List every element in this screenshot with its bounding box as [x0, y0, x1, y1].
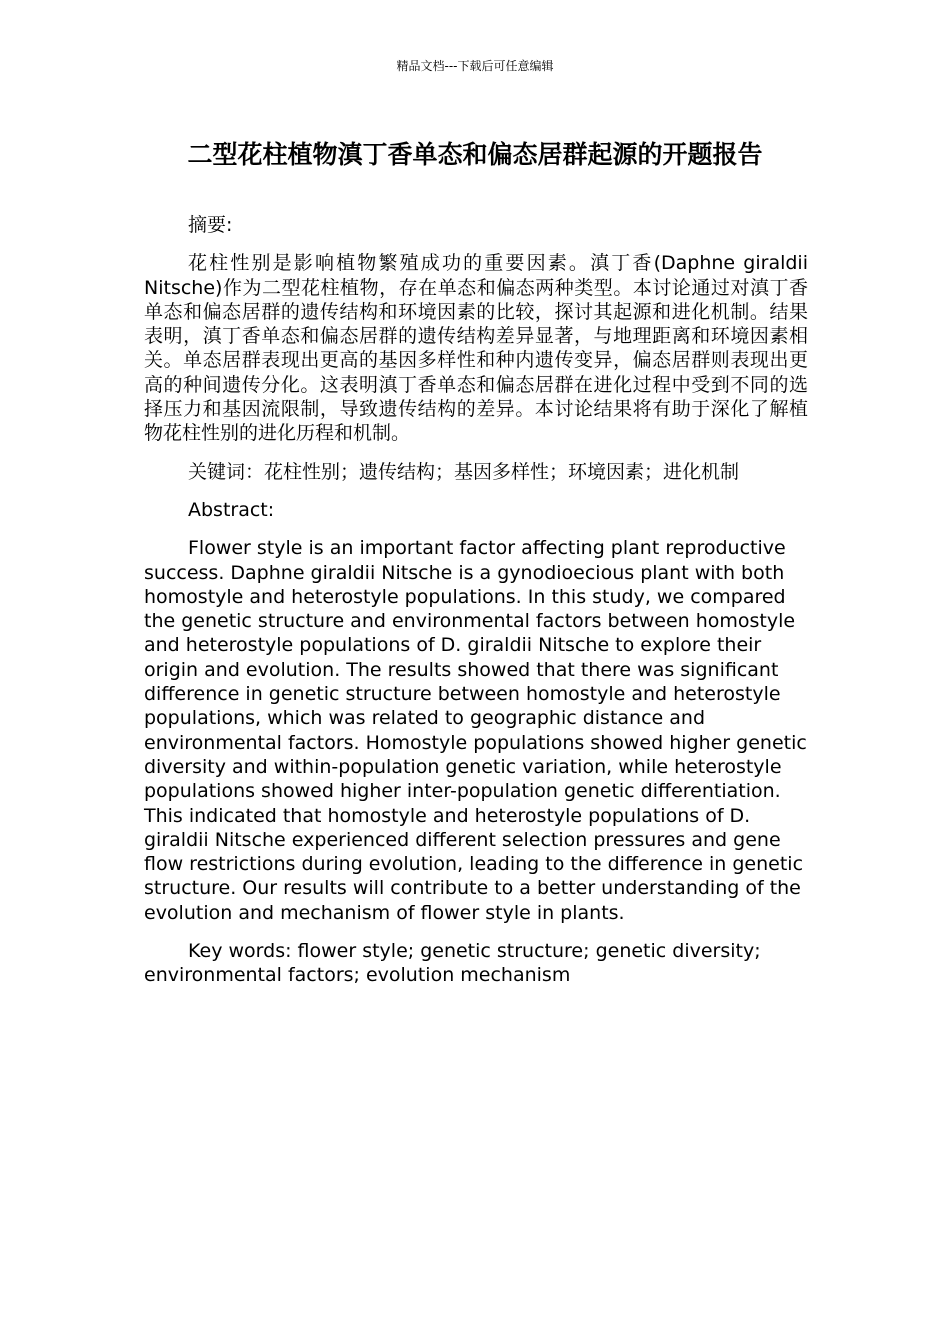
- page-header-note: 精品文档---下载后可任意编辑: [396, 59, 554, 73]
- abstract-en-heading: Abstract:: [188, 498, 275, 521]
- abstract-cn-body: 花柱性别是影响植物繁殖成功的重要因素。滇丁香(Daphne giraldii Nitsche)作为二型花柱植物，存在单态和偏态两种类型。本讨论通过对滇丁香单态和偏态居群的遗传结构和环境因素的比较，探讨其起源和进化机制。结果表明，滇丁香单态和偏态居群的遗传结构差异显著，与地理距离和环境因素相关。单态居群表现出更高的基因多样性和种内遗传变异，偏态居群则表现出更高的种间遗传分化。这表明滇丁香单态和偏态居群在进化过程中受到不同的选择压力和基因流限制，导致遗传结构的差异。本讨论结果将有助于深化了解植物花柱性别的进化历程和机制。: [144, 252, 808, 445]
- document-title: 二型花柱植物滇丁香单态和偏态居群起源的开题报告: [187, 140, 763, 169]
- document-body: [144, 213, 808, 1002]
- keywords-en: Key words: flower style; genetic structure; genetic diversity; environmental factors; evolution mechanism: [144, 940, 761, 987]
- keywords-cn: 关键词：花柱性别；遗传结构；基因多样性；环境因素；进化机制: [188, 460, 740, 483]
- abstract-cn-heading: 摘要:: [188, 214, 233, 236]
- abstract-en-body: Flower style is an important factor affecting plant reproductive success. Daphne giraldii Nitsche is a gynodioecious plant with both homostyle and heterostyle populations. In this study, we compared the genetic structure and environmental factors between homostyle and heterostyle populations of D. giraldii Nitsche to explore their origin and evolution. The results showed that there was significant difference in genetic structure between homostyle and heterostyle populations, which was related to geographic distance and environmental factors. Homostyle populations showed higher genetic diversity and within-population genetic variation, while heterostyle populations showed higher inter-population genetic differentiation. This indicated that homostyle and heterostyle populations of D. giraldii Nitsche experienced different selection pressures and gene flow restrictions during evolution, leading to the difference in genetic structure. Our results will contribute to a better understanding of the evolution and mechanism of flower style in plants.: [144, 537, 807, 924]
